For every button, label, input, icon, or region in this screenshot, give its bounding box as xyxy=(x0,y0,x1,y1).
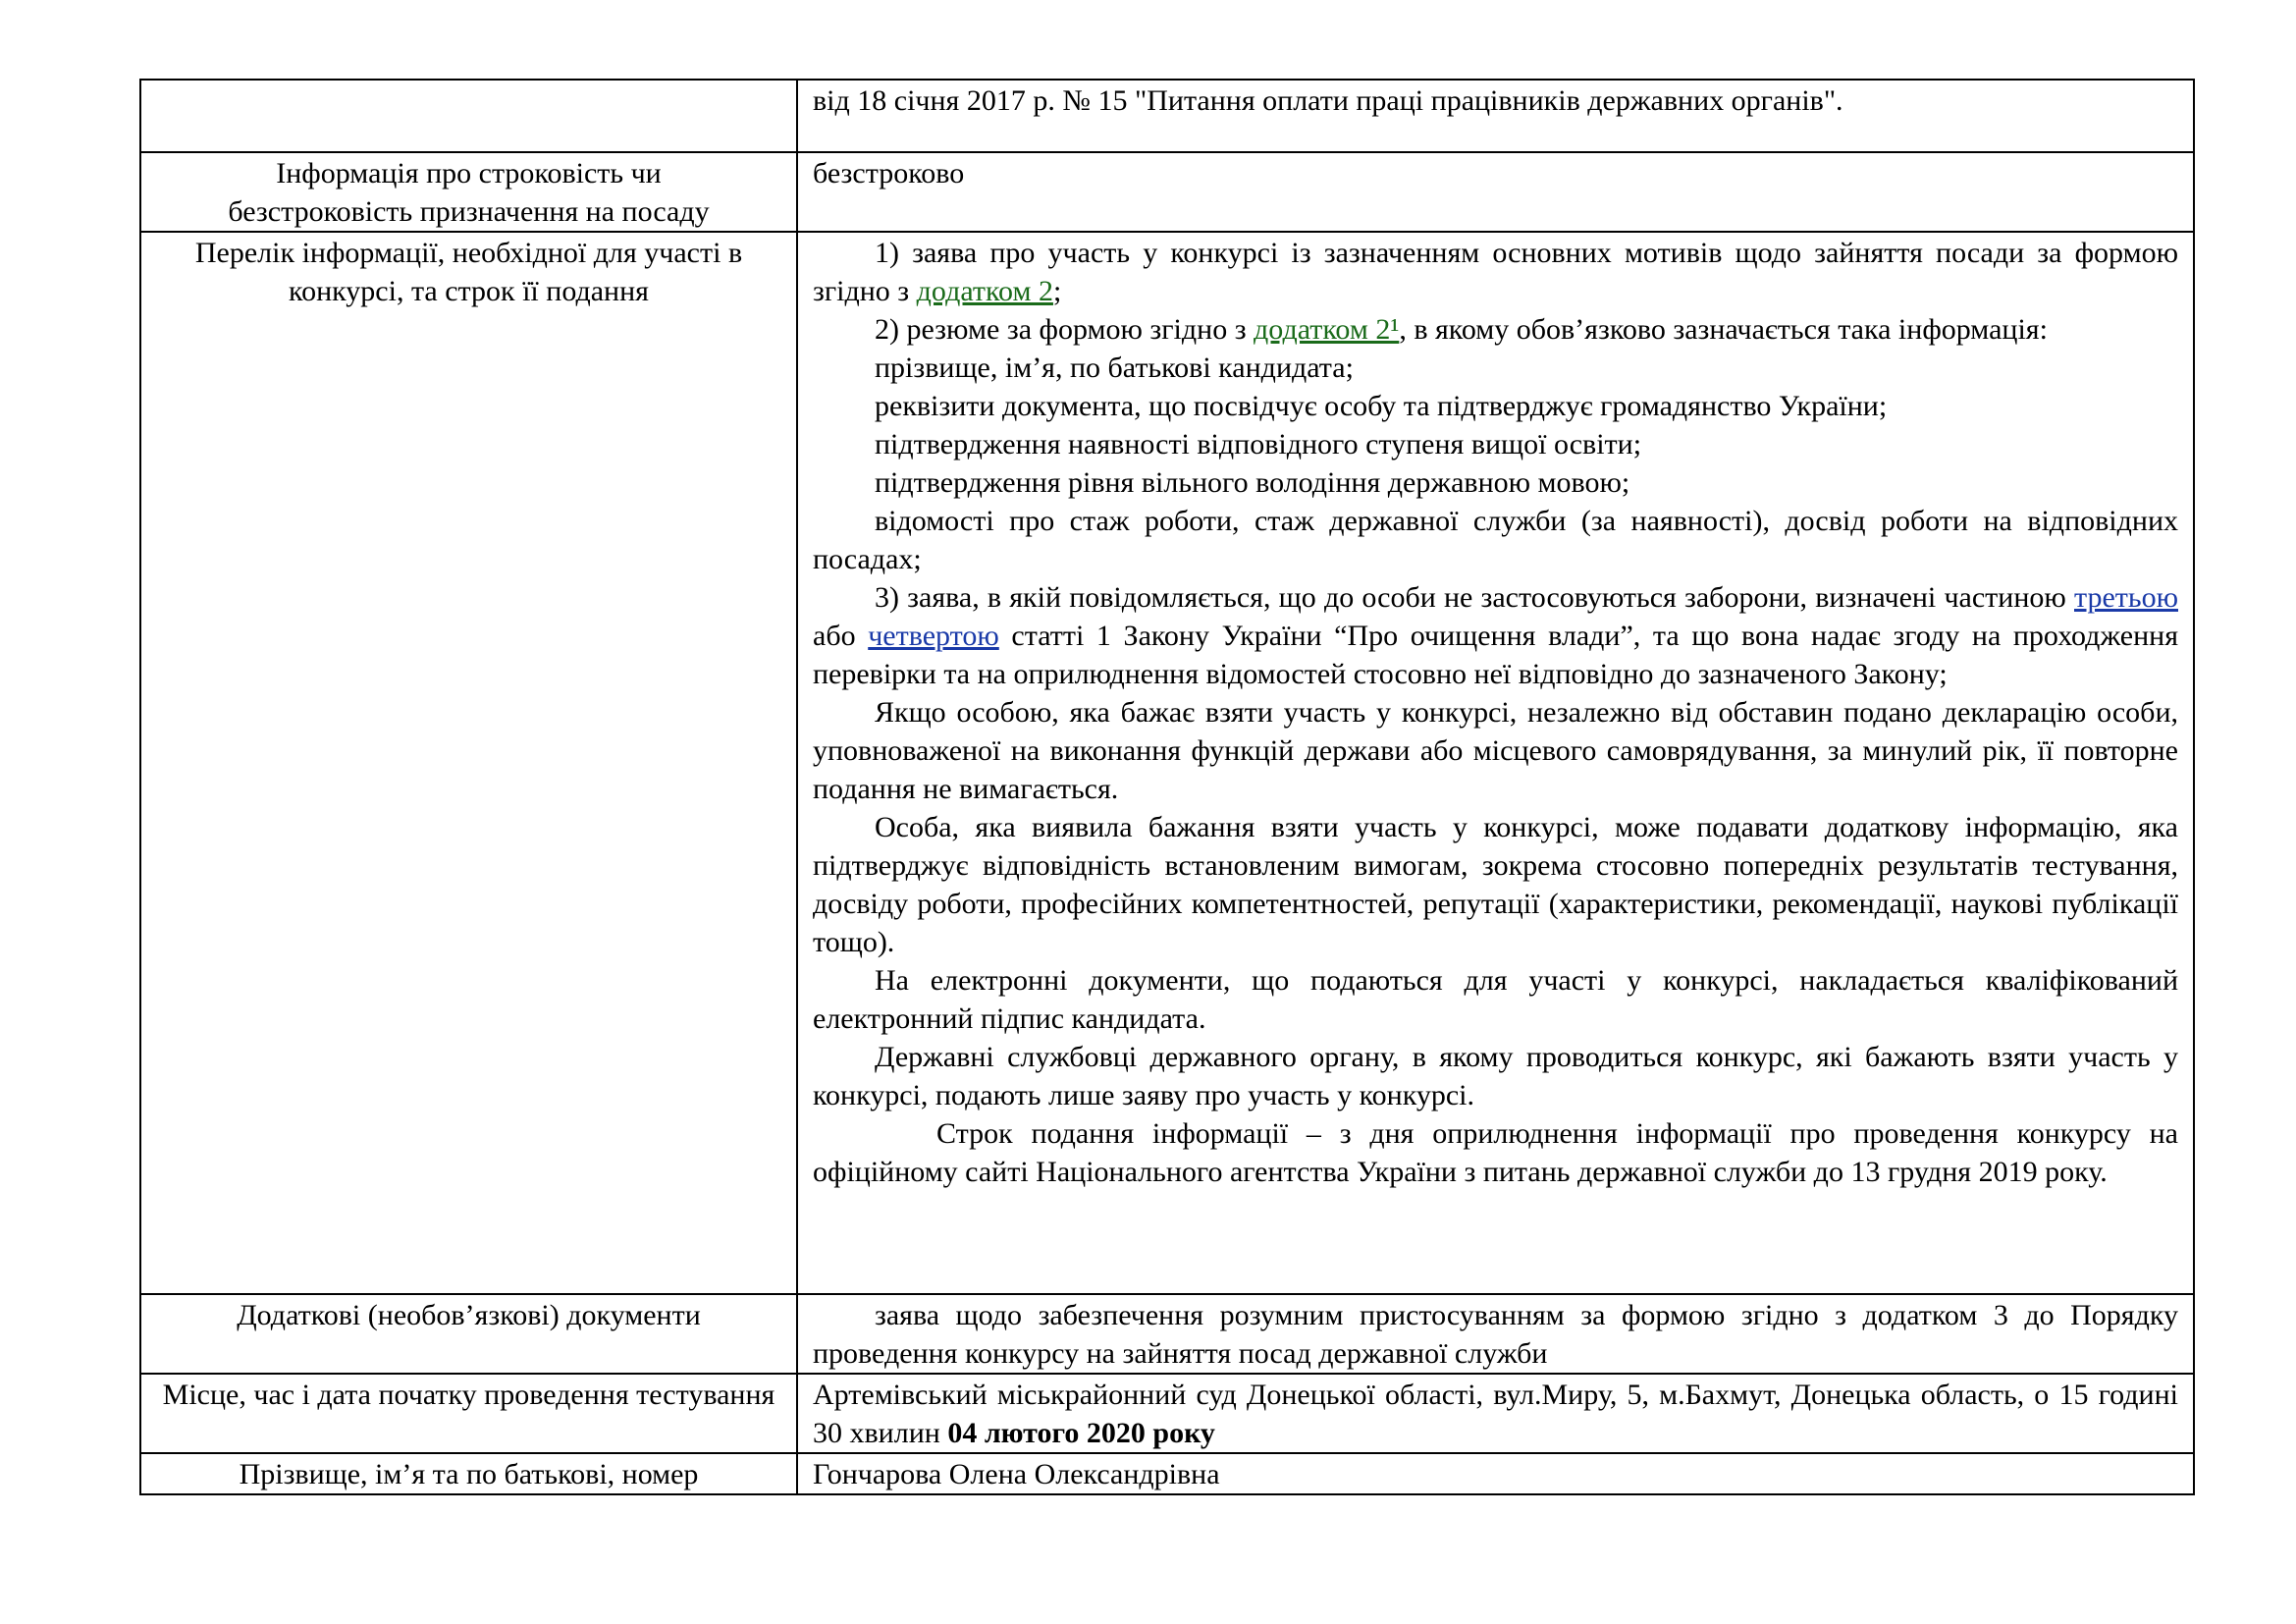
competition-info-table xyxy=(139,79,2195,1495)
table-row-documents xyxy=(140,232,2194,1294)
row-value-term xyxy=(797,152,2194,232)
table-row-testing xyxy=(140,1374,2194,1453)
doc-sub-item: прізвище, ім’я, по батькові кандидата; xyxy=(875,352,1354,384)
row-value-documents xyxy=(797,232,2194,1294)
e-signature-paragraph: На електронні документи, що подаються для участі у конкурсі, накладається кваліфікований електронний підпис кандидата. xyxy=(813,964,2178,1035)
appendix-2-1-link[interactable]: додатком 2¹ xyxy=(1254,313,1400,346)
table-row-salary xyxy=(140,80,2194,152)
doc-sub-item: реквізити документа, що посвідчує особу та підтверджує громадянство України; xyxy=(875,390,1888,422)
contact-name: Гончарова Олена Олександрівна xyxy=(813,1458,1220,1490)
salary-text: від 18 січня 2017 р. № 15 "Питання оплати праці працівників державних органів". xyxy=(813,84,1843,117)
row-value-contact xyxy=(797,1453,2194,1494)
deadline-paragraph: Строк подання інформації – з дня оприлюднення інформації про проведення конкурсу на офіційному сайті Національного агентства України з питань державної служби до 13 грудня 2019 року. xyxy=(813,1117,2178,1188)
declaration-paragraph: Якщо особою, яка бажає взяти участь у конкурсі, незалежно від обставин подано декларацію особи, уповноваженої на виконання функцій держави або місцевого самоврядування, за минулий рік, її повторне подання не вимагається. xyxy=(813,696,2178,805)
part-three-link[interactable]: третьою xyxy=(2074,581,2178,614)
doc-sub-item: відомості про стаж роботи, стаж державної служби (за наявності), досвід роботи на відповідних посадах; xyxy=(813,505,2178,575)
extra-info-paragraph: Особа, яка виявила бажання взяти участь у конкурсі, може подавати додаткову інформацію, яка підтверджує відповідність встановленим вимогам, зокрема стосовно попередніх результатів тестування, досвіду роботи, професійних компетентностей, репутації (характеристики, рекомендації, наукові публікації тощо). xyxy=(813,811,2178,958)
row-value-testing xyxy=(797,1374,2194,1453)
doc-item-3: 3) заява, в якій повідомляється, що до особи не застосовуються заборони, визначені частиною третьою або четвертою статті 1 Закону України “Про очищення влади”, та що вона надає згоду на проходження перевірки та на оприлюднення відомостей стосовно неї відповідно до зазначеного Закону; xyxy=(813,581,2179,690)
row-value-optional xyxy=(797,1294,2194,1374)
doc-sub-item: підтвердження наявності відповідного ступеня вищої освіти; xyxy=(875,428,1642,460)
term-label-line-2: безстроковість призначення на посаду xyxy=(228,195,710,228)
optional-text: заява щодо забезпечення розумним пристосуванням за формою згідно з додатком 3 до Порядку проведення конкурсу на зайняття посад державної служби xyxy=(813,1299,2178,1370)
civil-servants-paragraph: Державні службовці державного органу, в якому проводиться конкурс, які бажають взяти участь у конкурсі, подають лише заяву про участь у конкурсі. xyxy=(813,1041,2178,1111)
table-row-contact xyxy=(140,1453,2194,1494)
doc-item-1: 1) заява про участь у конкурсі із зазначенням основних мотивів щодо зайняття посади за формою згідно з додатком 2; xyxy=(813,237,2178,307)
testing-text: Артемівський міськрайонний суд Донецької області, вул.Миру, 5, м.Бахмут, Донецька область, о 15 годині 30 хвилин 04 лютого 2020 року xyxy=(813,1379,2178,1449)
row-label-documents: Перелік інформації, необхідної для участі в конкурсі, та строк її подання xyxy=(140,232,797,1294)
appendix-2-link[interactable]: додатком 2 xyxy=(916,275,1053,307)
row-label-term xyxy=(140,152,797,232)
row-label-salary xyxy=(140,80,797,152)
doc-sub-item: підтвердження рівня вільного володіння державною мовою; xyxy=(875,466,1630,499)
term-value: безстроково xyxy=(813,157,965,189)
testing-date: 04 лютого 2020 року xyxy=(947,1417,1215,1449)
row-value-salary xyxy=(797,80,2194,152)
doc-item-2: 2) резюме за формою згідно з додатком 2¹, в якому обов’язково зазначається така інформація: xyxy=(875,313,2048,346)
term-label-line-1: Інформація про строковість чи xyxy=(276,157,662,189)
part-four-link[interactable]: четвертою xyxy=(868,620,999,652)
table-row-optional-documents xyxy=(140,1294,2194,1374)
row-label-contact: Прізвище, ім’я та по батькові, номер xyxy=(140,1453,797,1494)
table-row-term xyxy=(140,152,2194,232)
row-label-optional: Додаткові (необов’язкові) документи xyxy=(140,1294,797,1374)
row-label-testing: Місце, час і дата початку проведення тестування xyxy=(140,1374,797,1453)
